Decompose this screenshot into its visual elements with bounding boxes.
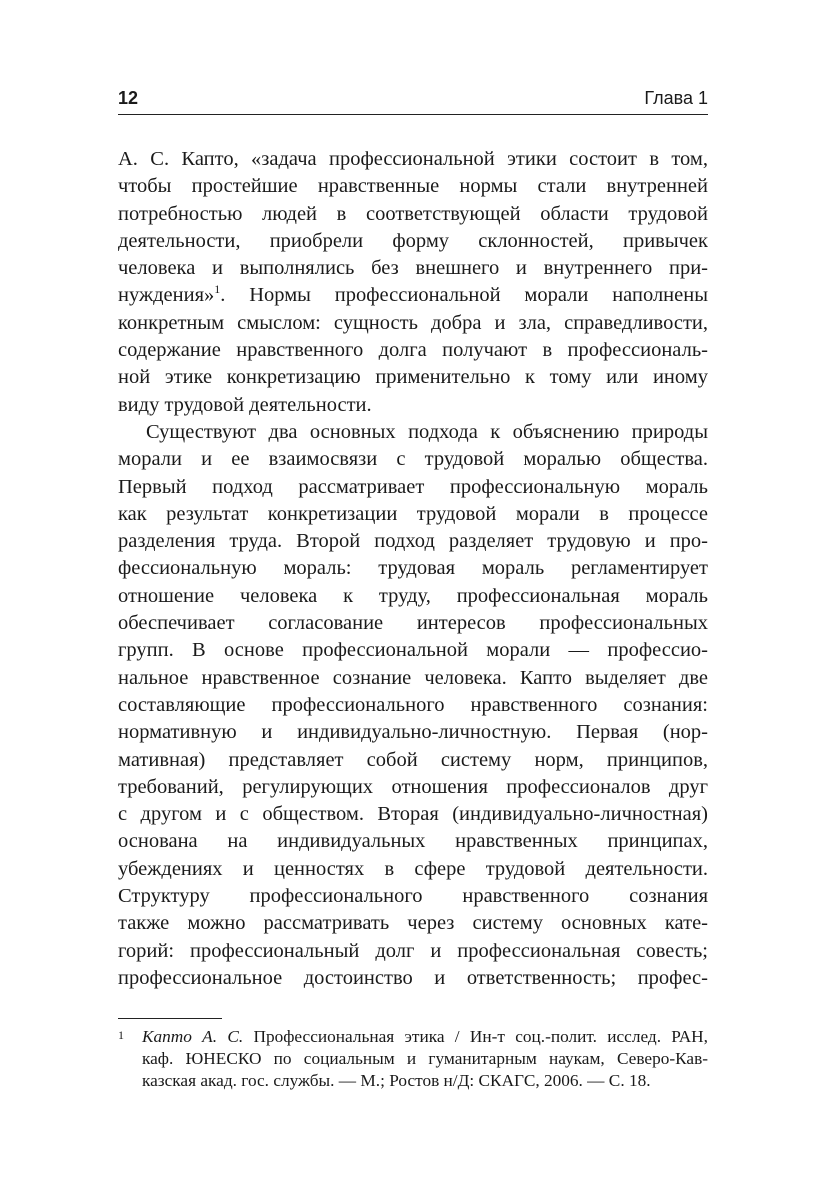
- text-line: морали и ее взаимосвязи с трудовой моралью общества.: [118, 448, 708, 471]
- text-line: как результат конкретизации трудовой морали в процессе: [118, 502, 708, 525]
- footnote-line: [142, 1026, 708, 1048]
- text-line: потребностью людей в соответствующей области трудовой: [118, 202, 708, 225]
- text-line: убеждениях и ценностях в сфере трудовой деятельности.: [118, 857, 708, 880]
- text-line: составляющие профессионального нравственного сознания:: [118, 693, 708, 716]
- text-line: основана на индивидуальных нравственных принципах,: [118, 830, 708, 853]
- text-line: фессиональную мораль: трудовая мораль регламентирует: [118, 557, 708, 580]
- text-line: чтобы простейшие нравственные нормы стали внутренней: [118, 175, 708, 198]
- text-line: мативная) представляет собой систему норм, принципов,: [118, 748, 708, 771]
- text-line: виду трудовой деятельности.: [118, 393, 372, 416]
- text-line: деятельности, приобрели форму склонностей, привычек: [118, 229, 708, 252]
- footnote-author: Капто А. С.: [142, 1027, 244, 1046]
- text-line: разделения труда. Второй подход разделяет трудовую и про-: [118, 530, 708, 553]
- text-fragment: Профессиональная этика / Ин-т соц.-полит. исслед. РАН,: [243, 1027, 708, 1046]
- text-line: [118, 282, 708, 309]
- footnote-line: казская акад. гос. службы. — М.; Ростов н/Д: СКАГС, 2006. — С. 18.: [142, 1071, 651, 1090]
- page-number: 12: [118, 88, 139, 108]
- footnote-marker: 1: [118, 1028, 124, 1042]
- footnote-ref[interactable]: 1: [214, 282, 221, 297]
- chapter-title: Глава 1: [644, 88, 708, 108]
- text-line: групп. В основе профессиональной морали — профессио-: [118, 639, 708, 662]
- text-line: конкретным смыслом: сущность добра и зла, справедливости,: [118, 311, 708, 334]
- text-line: обеспечивает согласование интересов профессиональных: [118, 612, 708, 635]
- text-line: Структуру профессионального нравственного сознания: [118, 885, 708, 908]
- text-fragment: нуждения»: [118, 284, 215, 307]
- main-text: [118, 146, 708, 992]
- text-line: также можно рассматривать через систему основных кате-: [118, 912, 708, 935]
- footnote-line: каф. ЮНЕСКО по социальным и гуманитарным наукам, Северо-Кав-: [142, 1049, 708, 1068]
- text-line: горий: профессиональный долг и профессиональная совесть;: [118, 939, 708, 962]
- text-line: нормативную и индивидуально-личностную. Первая (нор-: [118, 721, 708, 744]
- text-fragment: . Нормы профессиональной морали наполнены: [220, 284, 708, 307]
- text-line: содержание нравственного долга получают в профессиональ-: [118, 339, 708, 362]
- footnote: [118, 1026, 708, 1092]
- footnote-divider: [118, 1018, 222, 1019]
- text-line: человека и выполнялись без внешнего и внутреннего при-: [118, 257, 708, 280]
- text-line: с другом и с обществом. Вторая (индивидуально-личностная): [118, 803, 708, 826]
- text-line: Существуют два основных подхода к объяснению природы: [146, 420, 708, 443]
- footnote-text: [142, 1026, 708, 1092]
- running-header: [118, 84, 708, 115]
- text-line: А. С. Капто, «задача профессиональной этики состоит в том,: [118, 148, 708, 170]
- text-line: профессиональное достоинство и ответственность; профес-: [118, 966, 708, 989]
- text-line: Первый подход рассматривает профессиональную мораль: [118, 475, 708, 498]
- text-line: требований, регулирующих отношения профессионалов друг: [118, 775, 708, 798]
- text-line: нальное нравственное сознание человека. Капто выделяет две: [118, 666, 708, 689]
- text-line: отношение человека к труду, профессиональная мораль: [118, 584, 708, 607]
- text-line: ной этике конкретизацию применительно к тому или иному: [118, 366, 708, 389]
